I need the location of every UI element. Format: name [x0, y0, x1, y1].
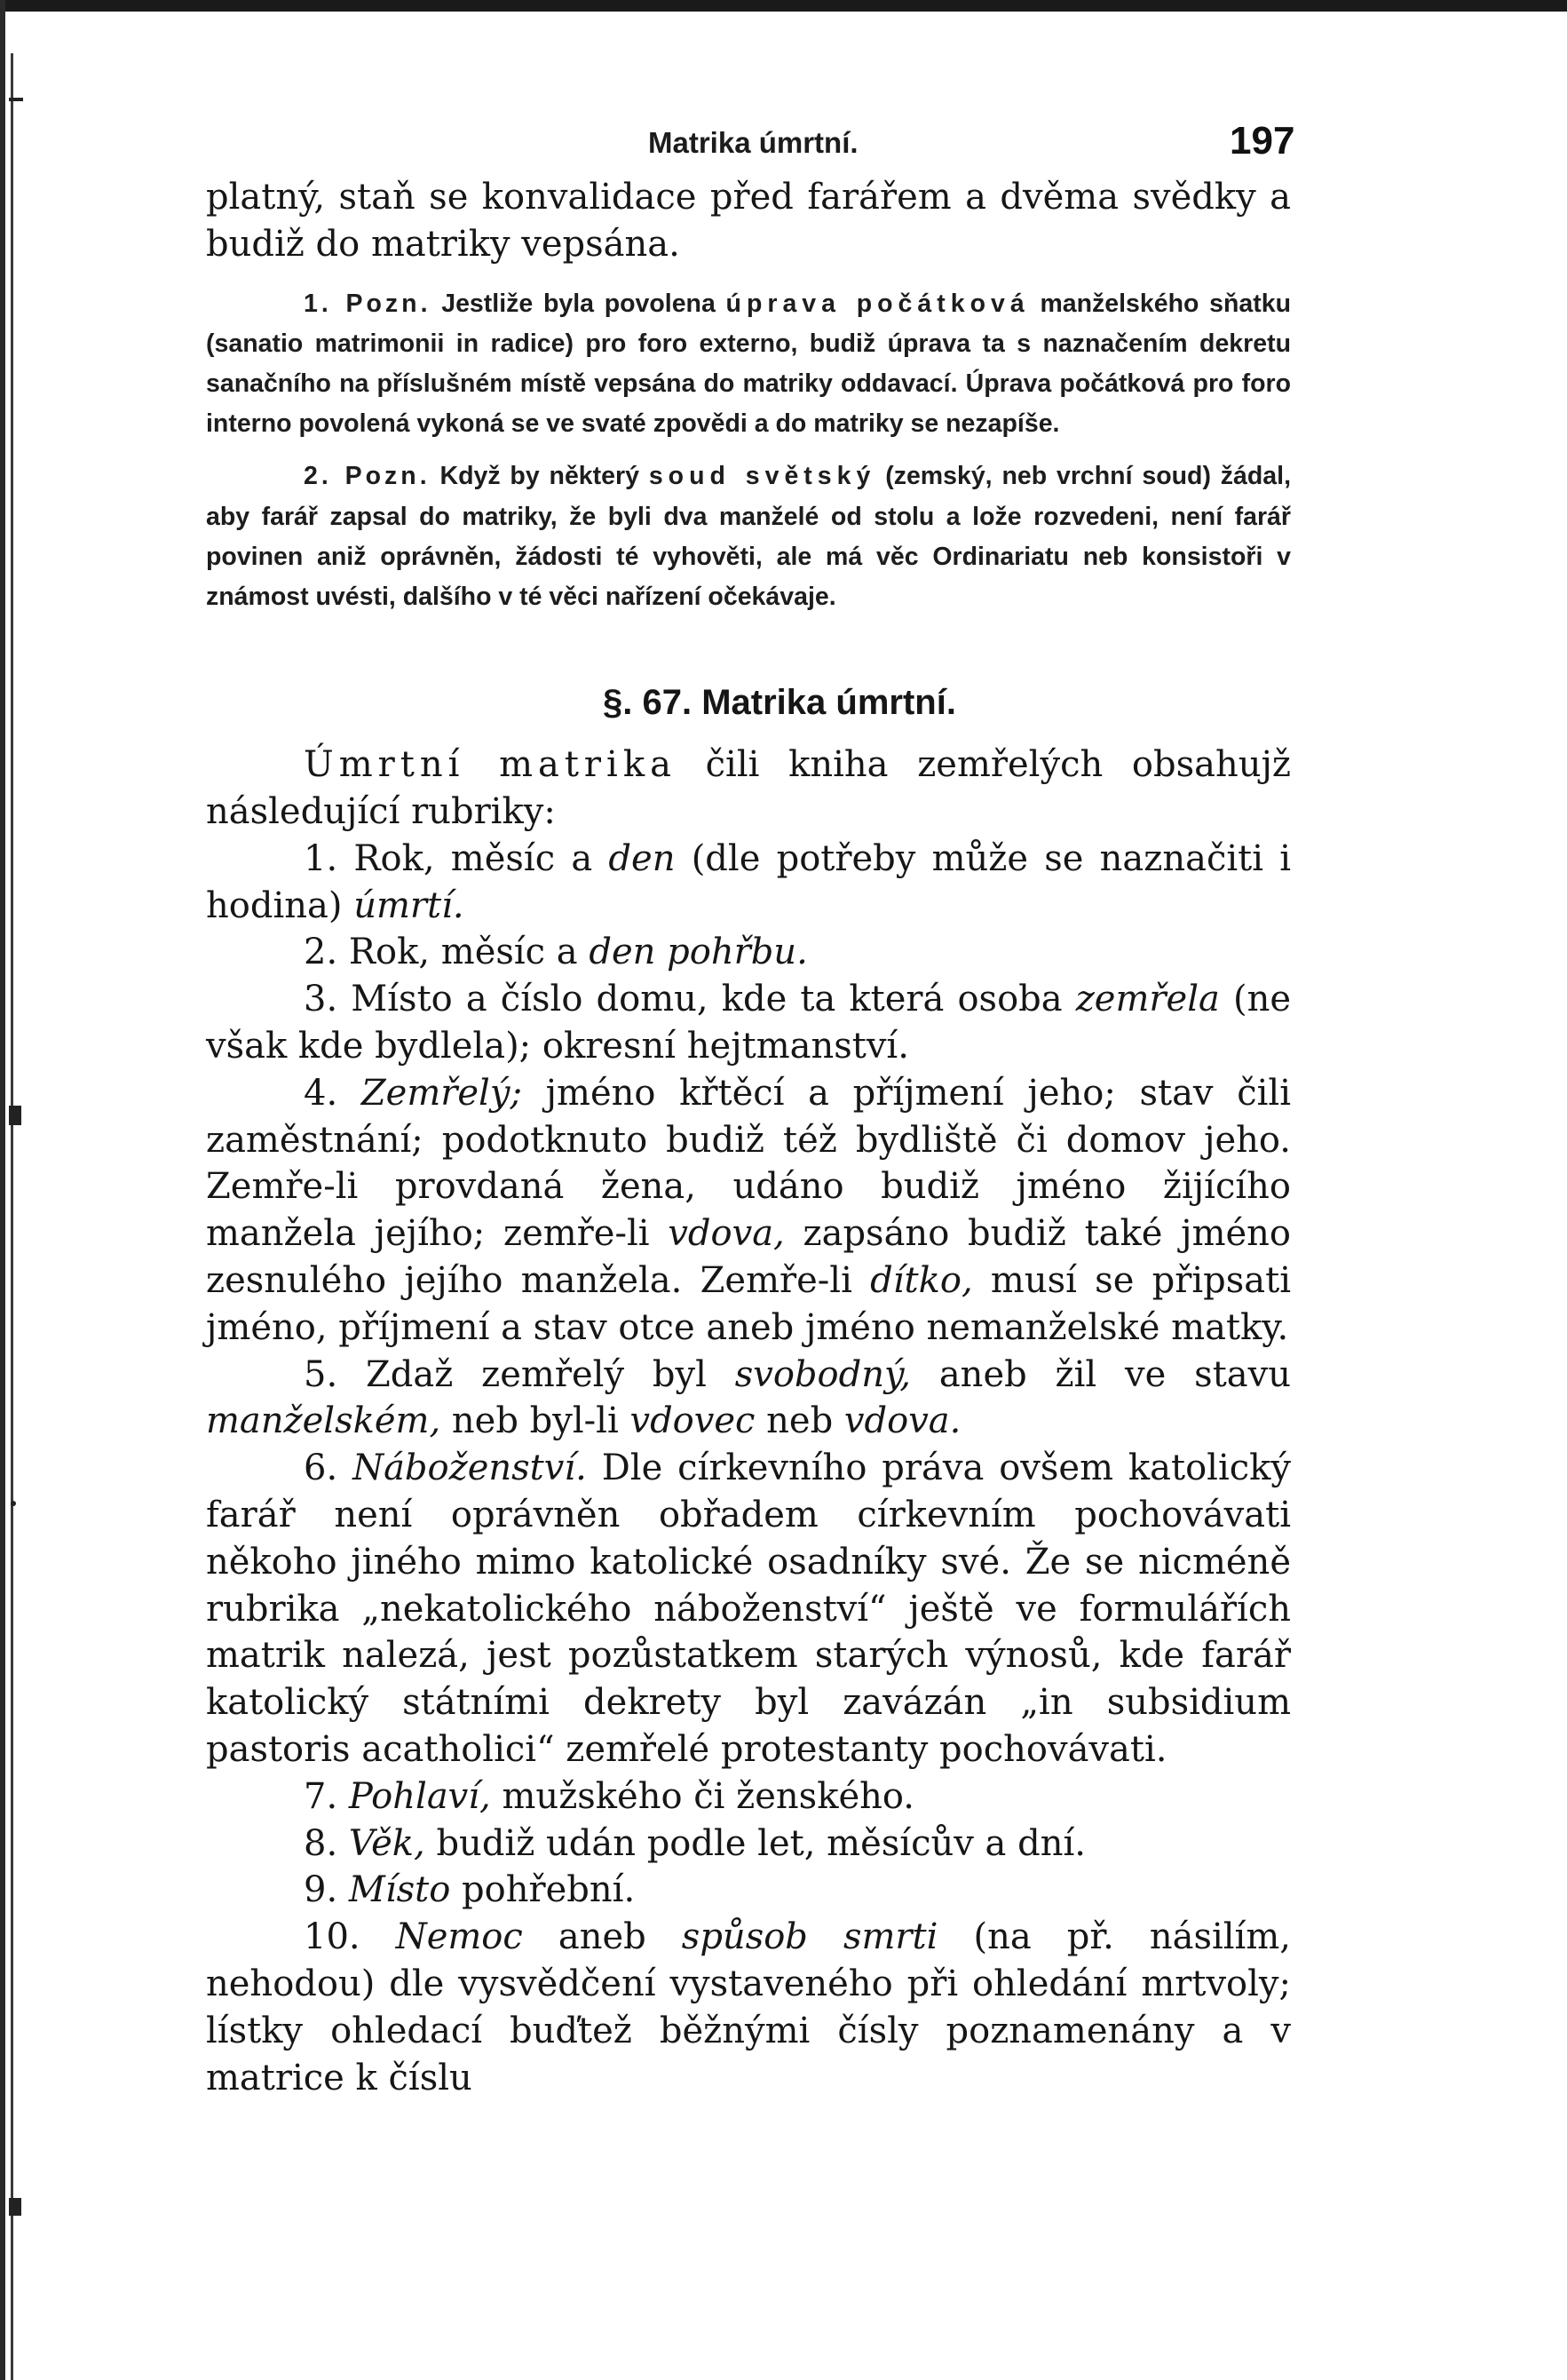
section-intro: [206, 742, 1291, 836]
item-number: 3.: [304, 979, 338, 1020]
item-emphasis: vdova.: [843, 1400, 962, 1442]
item-text: neb: [766, 1400, 834, 1442]
list-item-10: [206, 1914, 1291, 2101]
item-text: Místo a číslo domu, kde ta která osoba: [351, 979, 1063, 1020]
note-2-text-b: (zemský, neb vrchní soud) žádal, aby farář zapsal do matriky, že byli dva manželé od stolu a lože rozvedeni, není farář povinen aniž oprávněn, žádosti té vyhověti, ale má věc Ordinariatu neb konsistoři v známost uvésti, dalšího v té věci nařízení očekávaje.: [206, 462, 1291, 612]
continuation-paragraph: platný, staň se konvalidace před farářem a dvěma svědky a budiž do matriky vepsána.: [206, 177, 1291, 265]
item-number: 4.: [304, 1072, 338, 1114]
item-number: 6.: [304, 1448, 338, 1489]
item-text: (na př. násilím, nehodou) dle vysvědčení vystaveného při ohledání mrtvoly; lístky ohledací buďtež běžnými čísly poznamenány a v matrice k číslu: [206, 1916, 1291, 2098]
list-item-7: [206, 1773, 1291, 1821]
page-number: 197: [1230, 119, 1295, 163]
scan-dot: [11, 1501, 16, 1506]
note-1-label: 1. Pozn.: [304, 289, 431, 318]
item-emphasis: úmrtí.: [353, 885, 464, 926]
item-text: aneb: [558, 1916, 646, 1958]
scan-top-border: [0, 0, 1567, 12]
item-text: neb byl-li: [451, 1400, 619, 1442]
item-text: (ne však kde bydlela); okresní hejtmanství.: [206, 979, 1292, 1067]
scan-mark: [9, 2198, 21, 2216]
item-text: Dle církevního práva ovšem katolický farář není oprávněn obřadem církevním pochovávati někoho jiného mimo katolické osadníky své. Že se nicméně rubrika „nekatolického náboženství“ ještě ve formulářích matrik nalezá, jest pozůstatkem starých výnosů, kde farář katolický státními dekrety byl zavázán „in subsidium pastoris acatholici“ zemřelé protestanty pochovávati.: [206, 1448, 1291, 1770]
note-2-text-a: Když by některý: [439, 462, 639, 491]
list-item-3: [206, 976, 1291, 1070]
binding-line: [11, 53, 13, 2380]
list-item-2: [206, 929, 1291, 976]
item-text: (dle potřeby může se naznačiti i hodina): [206, 837, 1292, 926]
page-header: [0, 110, 1567, 163]
item-text: mužského či ženského.: [502, 1775, 914, 1817]
note-1: [206, 284, 1291, 445]
note-1-text-b: manželského sňatku (sanatio matrimonii in radice) pro foro externo, budiž úprava ta s naznačením dekretu sanačního na příslušném místě vepsána do matriky oddavací. Úprava počátková pro foro interno povolená vykoná se ve svaté zpovědi a do matriky se nezapíše.: [206, 289, 1292, 439]
item-text: zapsáno budiž také jméno zesnulého jejího manžela. Zemře-li: [206, 1213, 1292, 1301]
item-emphasis: Pohlaví,: [348, 1775, 491, 1817]
item-emphasis: vdova,: [668, 1213, 785, 1255]
item-emphasis: Zemřelý;: [360, 1072, 522, 1114]
item-number: 8.: [304, 1822, 338, 1864]
list-item-8: [206, 1821, 1291, 1868]
item-number: 10.: [304, 1916, 360, 1958]
item-number: 1.: [304, 837, 338, 879]
item-number: 2.: [304, 932, 338, 973]
running-title: Matrika úmrtní.: [648, 126, 859, 159]
item-emphasis: zemřela: [1075, 979, 1220, 1020]
item-emphasis: den: [608, 837, 676, 879]
item-emphasis: spůsob smrti: [681, 1916, 938, 1958]
item-text: jméno křtěcí a příjmení jeho; stav čili zaměstnání; podotknuto budiž též bydliště či domov jeho. Zemře-li provdaná žena, udáno budiž jméno žijícího manžela jejího; zemře-li: [206, 1072, 1291, 1255]
scan-mark: [9, 98, 23, 101]
item-emphasis: Místo: [348, 1869, 451, 1911]
item-emphasis: Nemoc: [395, 1916, 523, 1958]
item-emphasis: manželském,: [206, 1400, 441, 1442]
item-text: aneb žil ve stavu: [938, 1353, 1291, 1395]
item-text: musí se připsati jméno, příjmení a stav otce aneb jméno nemanželské matky.: [206, 1259, 1291, 1348]
list-item-4: [206, 1070, 1291, 1352]
item-text: budiž udán podle let, měsícův a dní.: [436, 1822, 1086, 1864]
item-emphasis: Věk,: [348, 1822, 425, 1864]
note-2-term: soud světský: [648, 462, 876, 491]
section-heading: §. 67. Matrika úmrtní.: [603, 683, 956, 723]
intro-text: čili kniha zemřelých obsahujž následující rubriky:: [206, 744, 1291, 833]
item-emphasis: svobodný,: [734, 1353, 911, 1395]
page-body: [206, 174, 1291, 2101]
list-item-5: [206, 1352, 1291, 1446]
note-2: [206, 456, 1291, 617]
scan-left-edge: [0, 0, 5, 2380]
note-2-label: 2. Pozn.: [304, 462, 431, 491]
item-emphasis: vdovec: [629, 1400, 756, 1442]
item-number: 9.: [304, 1869, 338, 1911]
item-emphasis: Náboženství.: [352, 1448, 587, 1489]
note-1-term: úprava počátková: [725, 289, 1030, 318]
intro-term: Úmrtní matrika: [304, 744, 677, 786]
item-number: 5.: [304, 1353, 338, 1395]
item-number: 7.: [304, 1775, 338, 1817]
item-emphasis: den pohřbu.: [589, 932, 808, 973]
item-text: Rok, měsíc a: [348, 932, 578, 973]
item-text: Zdaž zemřelý byl: [366, 1353, 707, 1395]
item-text: pohřební.: [462, 1869, 636, 1911]
scan-mark: [9, 1106, 21, 1125]
list-item-6: [206, 1445, 1291, 1773]
list-item-1: [206, 836, 1291, 930]
item-text: Rok, měsíc a: [353, 837, 593, 879]
list-item-9: [206, 1867, 1291, 1914]
item-emphasis: dítko,: [870, 1259, 973, 1301]
note-1-text-a: Jestliže byla povolena: [441, 289, 716, 318]
